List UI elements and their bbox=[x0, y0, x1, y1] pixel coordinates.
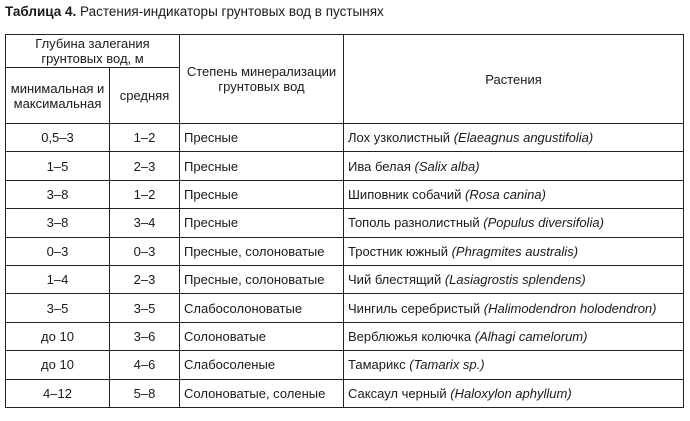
cell-average-depth: 0–3 bbox=[110, 237, 180, 265]
plant-latin-name: (Lasiagrostis splendens) bbox=[444, 272, 586, 288]
plant-name: Чингиль серебристый bbox=[348, 300, 481, 316]
plant-latin-name: (Haloxylon aphyllum) bbox=[450, 385, 572, 401]
table-caption bbox=[5, 4, 384, 19]
cell-plant bbox=[344, 152, 684, 180]
header-depth-group: Глубина залегания грунтовых вод, м bbox=[6, 35, 180, 68]
cell-plant bbox=[344, 124, 684, 152]
plant-name: Ива белая bbox=[348, 158, 411, 174]
cell-average-depth: 2–3 bbox=[110, 265, 180, 293]
cell-min-max-depth: 0,5–3 bbox=[6, 124, 110, 152]
cell-plant bbox=[344, 379, 684, 407]
plant-latin-name: (Halimodendron holodendron) bbox=[483, 300, 657, 316]
cell-min-max-depth: до 10 bbox=[6, 322, 110, 350]
cell-plant bbox=[344, 265, 684, 293]
cell-average-depth: 3–4 bbox=[110, 209, 180, 237]
plant-latin-name: (Populus diversifolia) bbox=[483, 215, 604, 231]
cell-mineralization: Пресные, солоноватые bbox=[180, 237, 344, 265]
table-row bbox=[6, 180, 684, 208]
table-row bbox=[6, 124, 684, 152]
header-plants: Растения bbox=[344, 35, 684, 124]
cell-average-depth: 4–6 bbox=[110, 351, 180, 379]
cell-min-max-depth: 0–3 bbox=[6, 237, 110, 265]
caption-title: Растения-индикаторы грунтовых вод в пустынях bbox=[76, 4, 384, 19]
plant-name: Тополь разнолистный bbox=[348, 215, 480, 231]
table-row bbox=[6, 379, 684, 407]
indicator-plants-table bbox=[5, 34, 684, 408]
table-row bbox=[6, 351, 684, 379]
plant-name: Тамарикс bbox=[348, 357, 406, 373]
cell-min-max-depth: 3–8 bbox=[6, 180, 110, 208]
cell-mineralization: Пресные bbox=[180, 152, 344, 180]
cell-plant bbox=[344, 237, 684, 265]
cell-plant bbox=[344, 322, 684, 350]
plant-latin-name: (Elaeagnus angustifolia) bbox=[453, 130, 594, 146]
cell-average-depth: 2–3 bbox=[110, 152, 180, 180]
cell-min-max-depth: 3–8 bbox=[6, 209, 110, 237]
header-row-top bbox=[6, 35, 684, 68]
cell-mineralization: Солоноватые bbox=[180, 322, 344, 350]
table-row bbox=[6, 294, 684, 322]
table-row bbox=[6, 265, 684, 293]
table-body bbox=[6, 124, 684, 408]
plant-name: Верблюжья колючка bbox=[348, 328, 472, 344]
cell-average-depth: 1–2 bbox=[110, 180, 180, 208]
cell-min-max-depth: до 10 bbox=[6, 351, 110, 379]
plant-latin-name: (Alhagi camelorum) bbox=[474, 328, 588, 344]
cell-average-depth: 3–6 bbox=[110, 322, 180, 350]
cell-mineralization: Пресные bbox=[180, 124, 344, 152]
plant-latin-name: (Rosa canina) bbox=[465, 186, 546, 202]
cell-min-max-depth: 4–12 bbox=[6, 379, 110, 407]
cell-plant bbox=[344, 294, 684, 322]
cell-mineralization: Пресные bbox=[180, 180, 344, 208]
cell-min-max-depth: 1–4 bbox=[6, 265, 110, 293]
cell-mineralization: Пресные bbox=[180, 209, 344, 237]
plant-name: Шиповник собачий bbox=[348, 186, 462, 202]
plant-name: Саксаул черный bbox=[348, 385, 447, 401]
table-row bbox=[6, 237, 684, 265]
cell-min-max-depth: 3–5 bbox=[6, 294, 110, 322]
cell-mineralization: Солоноватые, соленые bbox=[180, 379, 344, 407]
table-row bbox=[6, 322, 684, 350]
cell-average-depth: 3–5 bbox=[110, 294, 180, 322]
plant-latin-name: (Tamarix sp.) bbox=[409, 357, 485, 373]
plant-name: Тростник южный bbox=[348, 243, 448, 259]
header-average: средняя bbox=[110, 68, 180, 124]
cell-min-max-depth: 1–5 bbox=[6, 152, 110, 180]
cell-plant bbox=[344, 351, 684, 379]
table-row bbox=[6, 152, 684, 180]
cell-mineralization: Слабосолоноватые bbox=[180, 294, 344, 322]
plant-latin-name: (Salix alba) bbox=[414, 158, 480, 174]
cell-average-depth: 5–8 bbox=[110, 379, 180, 407]
header-min-max: минимальная и максимальная bbox=[6, 68, 110, 124]
cell-plant bbox=[344, 180, 684, 208]
header-mineralization: Степень минерализации грунтовых вод bbox=[180, 35, 344, 124]
cell-mineralization: Пресные, солоноватые bbox=[180, 265, 344, 293]
caption-label: Таблица 4. bbox=[5, 4, 77, 19]
plant-name: Лох узколистный bbox=[348, 130, 451, 146]
cell-average-depth: 1–2 bbox=[110, 124, 180, 152]
cell-mineralization: Слабосоленые bbox=[180, 351, 344, 379]
table-row bbox=[6, 209, 684, 237]
cell-plant bbox=[344, 209, 684, 237]
plant-latin-name: (Phragmites australis) bbox=[451, 243, 579, 259]
plant-name: Чий блестящий bbox=[348, 272, 442, 288]
